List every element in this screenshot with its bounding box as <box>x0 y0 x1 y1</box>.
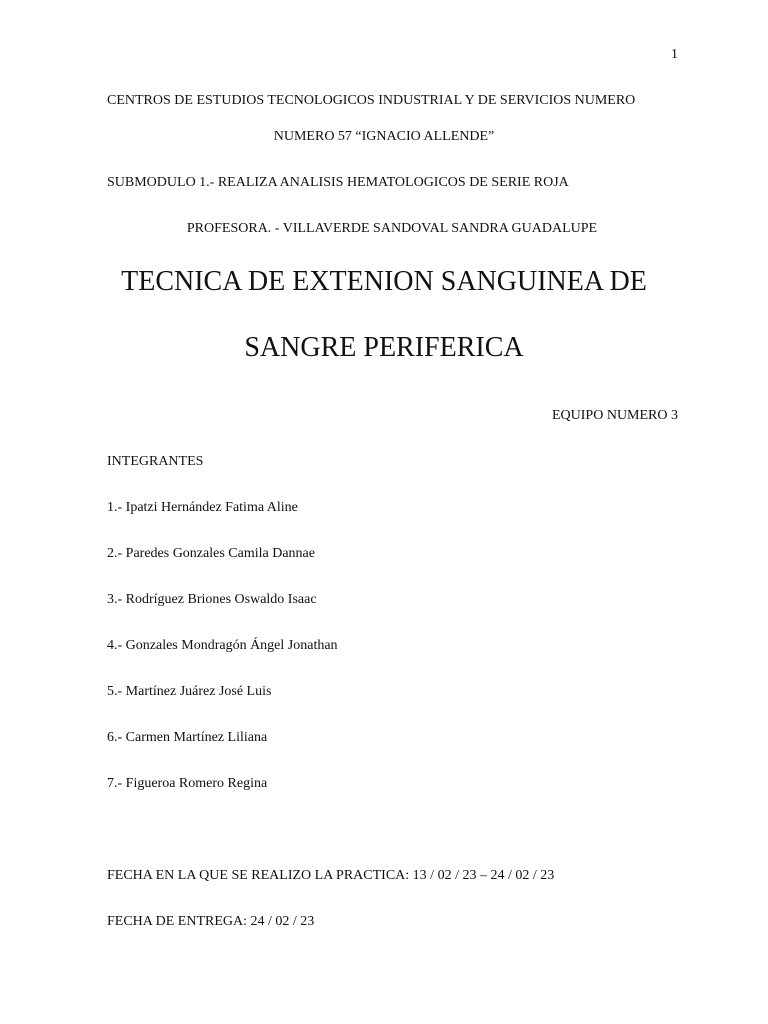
member-item: 3.- Rodríguez Briones Oswaldo Isaac <box>107 592 317 607</box>
members-heading: INTEGRANTES <box>107 454 204 469</box>
member-item: 1.- Ipatzi Hernández Fatima Aline <box>107 500 298 515</box>
document-title-line-2: SANGRE PERIFERICA <box>244 332 524 363</box>
page-number: 1 <box>671 47 678 62</box>
practice-date: FECHA EN LA QUE SE REALIZO LA PRACTICA: 13 / 02 / 23 – 24 / 02 / 23 <box>107 868 555 883</box>
member-item: 5.- Martínez Juárez José Luis <box>107 684 272 699</box>
team-number: EQUIPO NUMERO 3 <box>552 408 678 423</box>
member-item: 6.- Carmen Martínez Liliana <box>107 730 268 745</box>
member-item: 4.- Gonzales Mondragón Ángel Jonathan <box>107 638 338 653</box>
member-item: 7.- Figueroa Romero Regina <box>107 776 268 791</box>
teacher-name: PROFESORA. - VILLAVERDE SANDOVAL SANDRA GUADALUPE <box>186 221 598 236</box>
member-item: 2.- Paredes Gonzales Camila Dannae <box>107 546 315 561</box>
document-title-line-1: TECNICA DE EXTENION SANGUINEA DE <box>121 266 647 297</box>
submodule-heading: SUBMODULO 1.- REALIZA ANALISIS HEMATOLOGICOS DE SERIE ROJA <box>107 175 569 190</box>
delivery-date: FECHA DE ENTREGA: 24 / 02 / 23 <box>107 914 315 929</box>
school-name-line-2: NUMERO 57 “IGNACIO ALLENDE” <box>273 129 495 144</box>
school-name-line-1: CENTROS DE ESTUDIOS TECNOLOGICOS INDUSTRIAL Y DE SERVICIOS NUMERO <box>107 93 636 108</box>
